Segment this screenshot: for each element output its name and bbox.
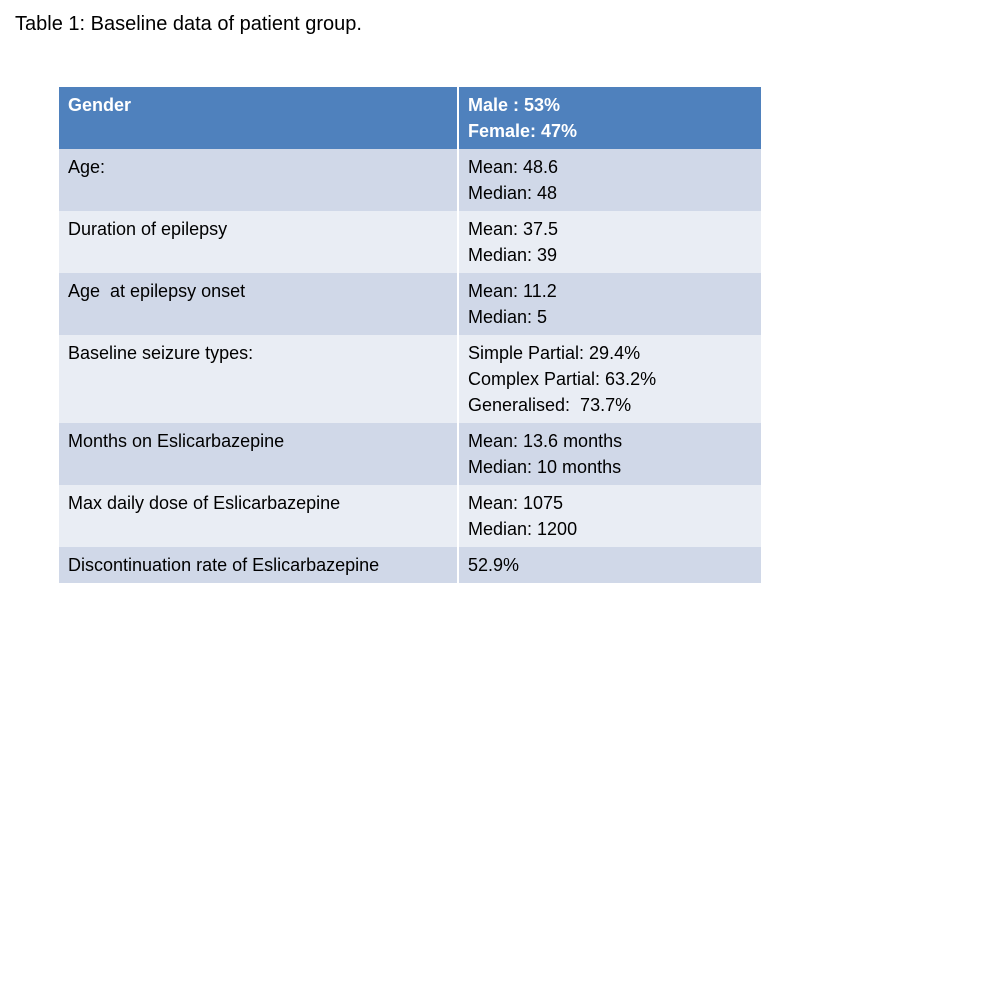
row-value-cell [458, 547, 761, 583]
row-label-cell [59, 423, 458, 485]
row-value-line: Mean: 37.5 [468, 219, 559, 239]
row-label: Age: [68, 157, 106, 177]
row-value-line: Mean: 11.2 [468, 281, 557, 301]
row-value-line: Median: 10 months [468, 457, 622, 477]
row-label-cell [59, 149, 458, 211]
header-value-line: Female: 47% [468, 121, 578, 141]
row-value-line: Mean: 13.6 months [468, 431, 623, 451]
row-value-line: Median: 39 [468, 245, 558, 265]
table-row [59, 149, 761, 211]
table-row [59, 547, 761, 583]
row-label: Baseline seizure types: [68, 343, 254, 363]
row-value-cell [458, 335, 761, 423]
table-row [59, 211, 761, 273]
table-header-row [59, 87, 761, 149]
row-label: Max daily dose of Eslicarbazepine [68, 493, 341, 513]
row-label: Months on Eslicarbazepine [68, 431, 285, 451]
row-value-line: Mean: 1075 [468, 493, 564, 513]
baseline-data-table [59, 87, 761, 583]
table-row [59, 273, 761, 335]
header-value-cell [458, 87, 761, 149]
row-value-line: Median: 48 [468, 183, 558, 203]
row-value-line: Median: 5 [468, 307, 548, 327]
row-value-line: 52.9% [468, 555, 520, 575]
table-row [59, 423, 761, 485]
row-value-cell [458, 211, 761, 273]
row-value-line: Median: 1200 [468, 519, 578, 539]
table-row [59, 335, 761, 423]
row-label: Duration of epilepsy [68, 219, 228, 239]
row-label-cell [59, 273, 458, 335]
header-value-line: Male : 53% [468, 95, 561, 115]
row-value-cell [458, 149, 761, 211]
row-label-cell [59, 211, 458, 273]
row-label-cell [59, 335, 458, 423]
row-value-cell [458, 423, 761, 485]
row-value-line: Mean: 48.6 [468, 157, 559, 177]
table-row [59, 485, 761, 547]
row-label-cell [59, 485, 458, 547]
row-value-cell [458, 485, 761, 547]
row-value-line: Complex Partial: 63.2% [468, 369, 657, 389]
row-value-line: Simple Partial: 29.4% [468, 343, 641, 363]
row-label-cell [59, 547, 458, 583]
row-value-line: Generalised: 73.7% [468, 395, 632, 415]
header-label: Gender [68, 95, 132, 115]
row-value-cell [458, 273, 761, 335]
row-label: Age at epilepsy onset [68, 281, 246, 301]
table-caption: Table 1: Baseline data of patient group. [15, 13, 362, 35]
row-label: Discontinuation rate of Eslicarbazepine [68, 555, 380, 575]
header-label-cell [59, 87, 458, 149]
